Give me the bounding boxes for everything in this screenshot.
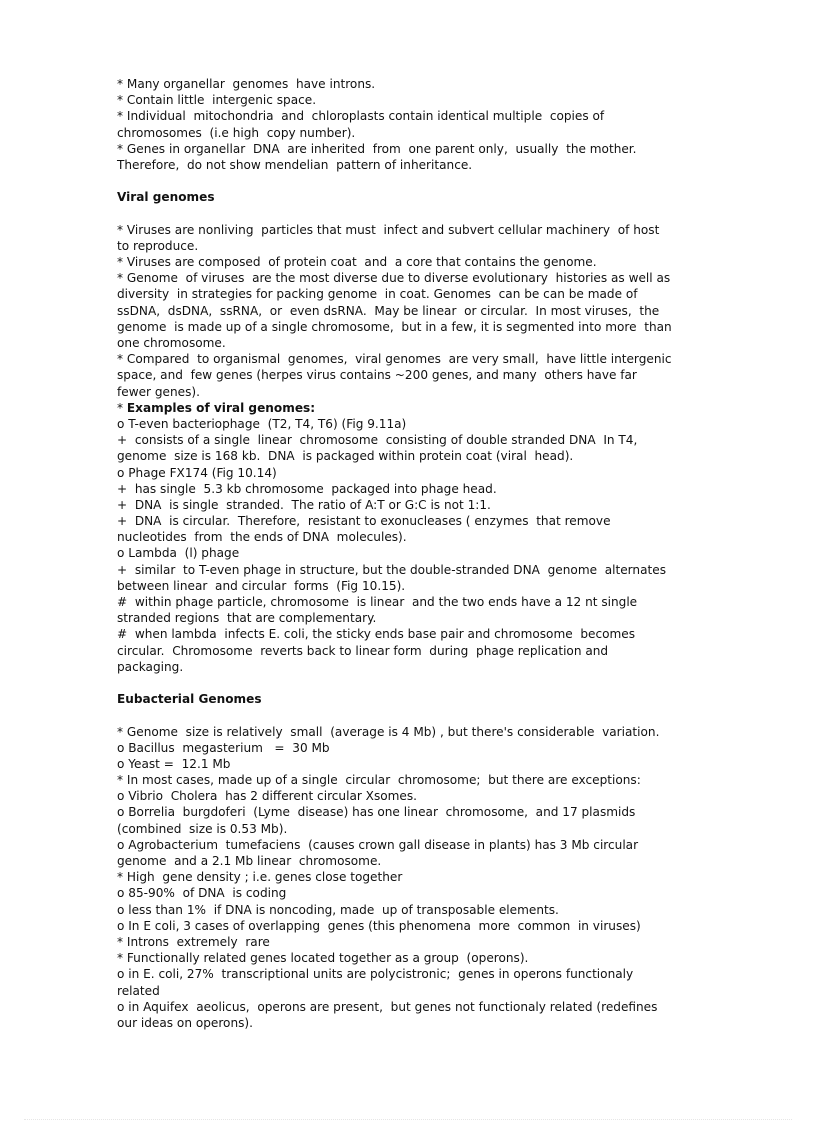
text-line: * Viruses are nonliving particles that must infect and subvert cellular machinery of host	[117, 222, 660, 237]
text-line: o In E coli, 3 cases of overlapping genes (this phenomena more common in viruses)	[117, 918, 641, 933]
eubacterial-genomes-section	[117, 724, 757, 1032]
text-line: o Bacillus megasterium = 30 Mb	[117, 740, 330, 755]
text-line: o in Aquifex aeolicus, operons are present, but genes not functionaly related (redefines	[117, 999, 658, 1014]
text-line: related	[117, 983, 160, 998]
text-line: fewer genes).	[117, 384, 200, 399]
text-line: nucleotides from the ends of DNA molecules).	[117, 530, 407, 545]
text-line: * Many organellar genomes have introns.	[117, 77, 376, 91]
text-line: our ideas on operons).	[117, 1015, 253, 1030]
organellar-genomes-list	[117, 76, 757, 173]
text-line: o T-even bacteriophage (T2, T4, T6) (Fig 9.11a)	[117, 416, 407, 431]
text-line: * Genome size is relatively small (average is 4 Mb) , but there's considerable variation.	[117, 724, 660, 739]
text-line: genome and a 2.1 Mb linear chromosome.	[117, 854, 382, 868]
text-line: + DNA is single stranded. The ratio of A:T or G:C is not 1:1.	[117, 497, 491, 512]
text-line: + has single 5.3 kb chromosome packaged into phage head.	[117, 481, 497, 496]
text-line: + similar to T-even phage in structure, but the double-stranded DNA genome alternates	[117, 562, 666, 577]
viral-genomes-heading: Viral genomes	[117, 190, 215, 205]
text-line: (combined size is 0.53 Mb).	[117, 821, 288, 836]
examples-label: Examples of viral genomes:	[126, 400, 316, 415]
text-line: * Genome of viruses are the most diverse due to diverse evolutionary histories as well as	[117, 271, 671, 286]
text-line: * High gene density ; i.e. genes close together	[117, 870, 403, 885]
document-page	[117, 76, 757, 1031]
text-line: one chromosome.	[117, 336, 226, 350]
viral-genomes-section	[117, 222, 757, 675]
text-line: chromosomes (i.e high copy number).	[117, 125, 356, 140]
text-line: o Phage FX174 (Fig 10.14)	[117, 465, 277, 480]
text-line: o Yeast = 12.1 Mb	[117, 756, 231, 771]
text-line: packaging.	[117, 659, 184, 674]
text-line: o 85-90% of DNA is coding	[117, 886, 287, 901]
text-line: between linear and circular forms (Fig 10.15).	[117, 578, 406, 593]
text-line: * Individual mitochondria and chloroplasts contain identical multiple copies of	[117, 109, 605, 124]
text-line: Therefore, do not show mendelian pattern of inheritance.	[117, 157, 473, 172]
text-line: o Lambda (l) phage	[117, 546, 240, 561]
text-line: * Functionally related genes located together as a group (operons).	[117, 951, 529, 966]
text-line: o Borrelia burgdoferi (Lyme disease) has one linear chromosome, and 17 plasmids	[117, 805, 636, 820]
text-line: diversity in strategies for packing genome in coat. Genomes can be can be made of	[117, 287, 638, 302]
text-line: o less than 1% if DNA is noncoding, made up of transposable elements.	[117, 902, 559, 917]
examples-line: * Examples of viral genomes:	[117, 400, 316, 415]
eubacterial-genomes-heading: Eubacterial Genomes	[117, 692, 262, 707]
text-line: to reproduce.	[117, 238, 199, 253]
text-line: genome size is 168 kb. DNA is packaged within protein coat (viral head).	[117, 449, 574, 464]
text-line: * In most cases, made up of a single circular chromosome; but there are exceptions:	[117, 773, 641, 788]
text-line: genome is made up of a single chromosome, but in a few, it is segmented into more than	[117, 319, 672, 334]
text-line: # when lambda infects E. coli, the sticky ends base pair and chromosome becomes	[117, 627, 636, 642]
text-line: # within phage particle, chromosome is linear and the two ends have a 12 nt single	[117, 595, 638, 609]
text-line: + DNA is circular. Therefore, resistant to exonucleases ( enzymes that remove	[117, 514, 611, 529]
text-line: * Viruses are composed of protein coat and a core that contains the genome.	[117, 255, 597, 270]
text-line: * Introns extremely rare	[117, 934, 270, 949]
text-line: * Contain little intergenic space.	[117, 93, 317, 108]
text-line: space, and few genes (herpes virus contains ~200 genes, and many others have far	[117, 368, 637, 383]
text-line: * Genes in organellar DNA are inherited from one parent only, usually the mother.	[117, 141, 637, 156]
text-line: circular. Chromosome reverts back to linear form during phage replication and	[117, 643, 609, 658]
page-bottom-divider	[24, 1119, 792, 1120]
text-line: o in E. coli, 27% transcriptional units are polycistronic; genes in operons functionaly	[117, 967, 634, 982]
text-line: ssDNA, dsDNA, ssRNA, or even dsRNA. May be linear or circular. In most viruses, the	[117, 303, 660, 318]
text-line: o Agrobacterium tumefaciens (causes crown gall disease in plants) has 3 Mb circular	[117, 837, 639, 852]
text-line: + consists of a single linear chromosome consisting of double stranded DNA In T4,	[117, 433, 638, 448]
text-line: o Vibrio Cholera has 2 different circular Xsomes.	[117, 789, 418, 804]
text-line: * Compared to organismal genomes, viral genomes are very small, have little intergenic	[117, 352, 672, 367]
text-line: stranded regions that are complementary.	[117, 611, 377, 626]
